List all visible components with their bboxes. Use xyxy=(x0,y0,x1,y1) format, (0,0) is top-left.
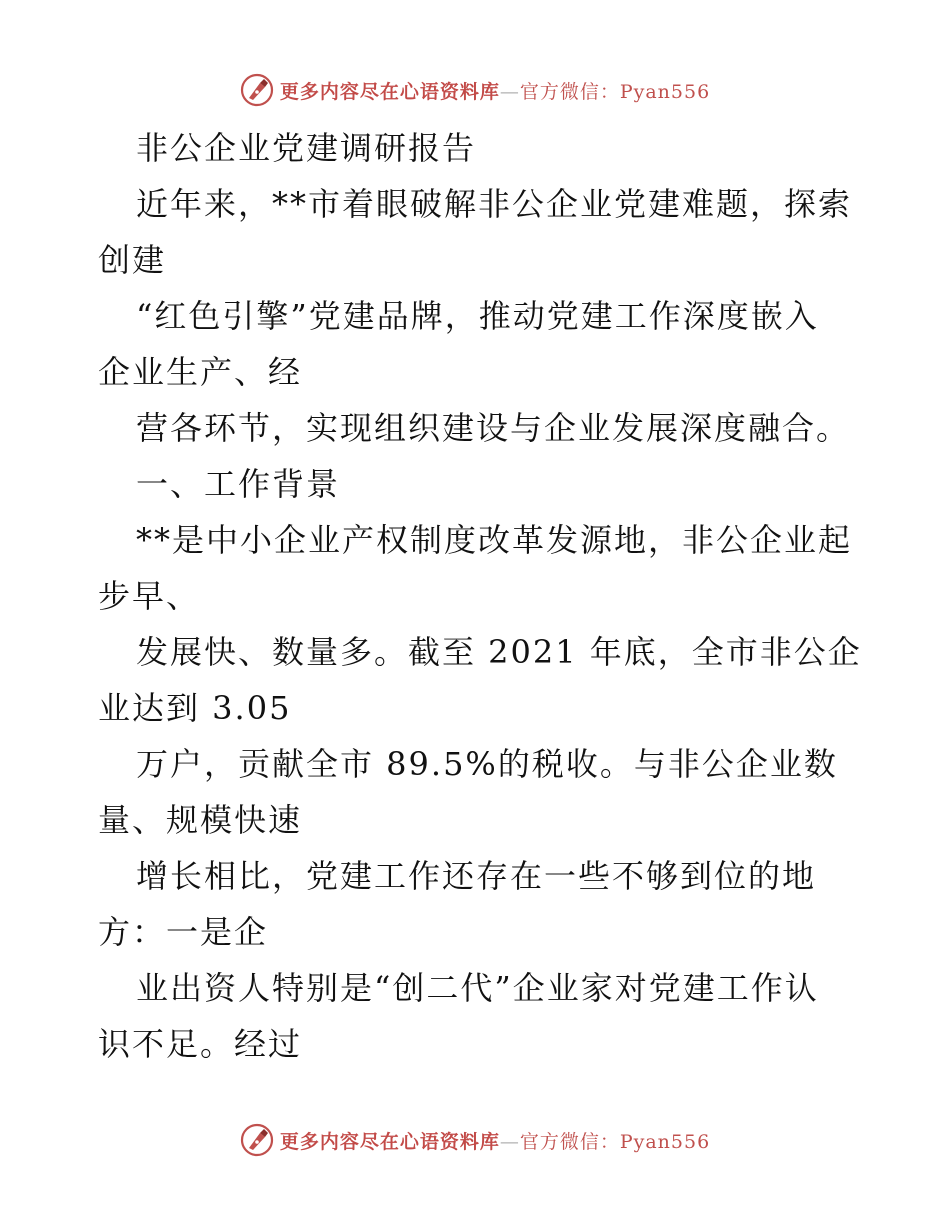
paragraph-line: 近年来，**市着眼破解非公企业党建难题，探索 xyxy=(136,185,853,223)
pen-nib-logo-icon xyxy=(240,1123,274,1157)
pen-nib-logo-icon xyxy=(240,73,274,107)
watermark-banner-bottom xyxy=(0,1120,950,1160)
watermark-separator: — xyxy=(499,80,520,103)
paragraph-line: 业出资人特别是“创二代”企业家对党建工作认 xyxy=(136,969,819,1007)
paragraph-line: 创建 xyxy=(98,241,167,279)
document-title: 非公企业党建调研报告 xyxy=(136,129,477,167)
paragraph-line: 步早、 xyxy=(98,577,201,615)
paragraph-line: 方：一是企 xyxy=(98,913,269,951)
watermark-brand: 更多内容尽在心语资料库 xyxy=(279,80,500,103)
paragraph-line: 增长相比，党建工作还存在一些不够到位的地 xyxy=(136,857,817,895)
watermark-text xyxy=(280,1127,710,1154)
watermark-text xyxy=(280,77,710,104)
watermark-wechat: 官方微信：Pyan556 xyxy=(519,80,711,103)
watermark-wechat: 官方微信：Pyan556 xyxy=(519,1130,711,1153)
section-heading: 一、工作背景 xyxy=(136,465,341,503)
watermark-banner-inner xyxy=(240,1123,710,1157)
watermark-banner-top xyxy=(0,70,950,110)
paragraph-line: “红色引擎”党建品牌，推动党建工作深度嵌入 xyxy=(136,297,819,335)
paragraph-line: 识不足。经过 xyxy=(98,1025,303,1063)
paragraph-line: 量、规模快速 xyxy=(98,801,303,839)
paragraph-line: 万户，贡献全市 89.5%的税收。与非公企业数 xyxy=(136,745,838,783)
document-body xyxy=(98,120,862,1072)
paragraph-line: 业达到 3.05 xyxy=(98,689,292,727)
watermark-separator: — xyxy=(499,1130,520,1153)
paragraph-line: 营各环节，实现组织建设与企业发展深度融合。 xyxy=(136,409,851,447)
paragraph-line: 企业生产、经 xyxy=(98,353,303,391)
paragraph-line: **是中小企业产权制度改革发源地，非公企业起 xyxy=(136,521,853,559)
watermark-banner-inner xyxy=(240,73,710,107)
paragraph-line: 发展快、数量多。截至 2021 年底，全市非公企 xyxy=(136,633,862,671)
watermark-brand: 更多内容尽在心语资料库 xyxy=(279,1130,500,1153)
